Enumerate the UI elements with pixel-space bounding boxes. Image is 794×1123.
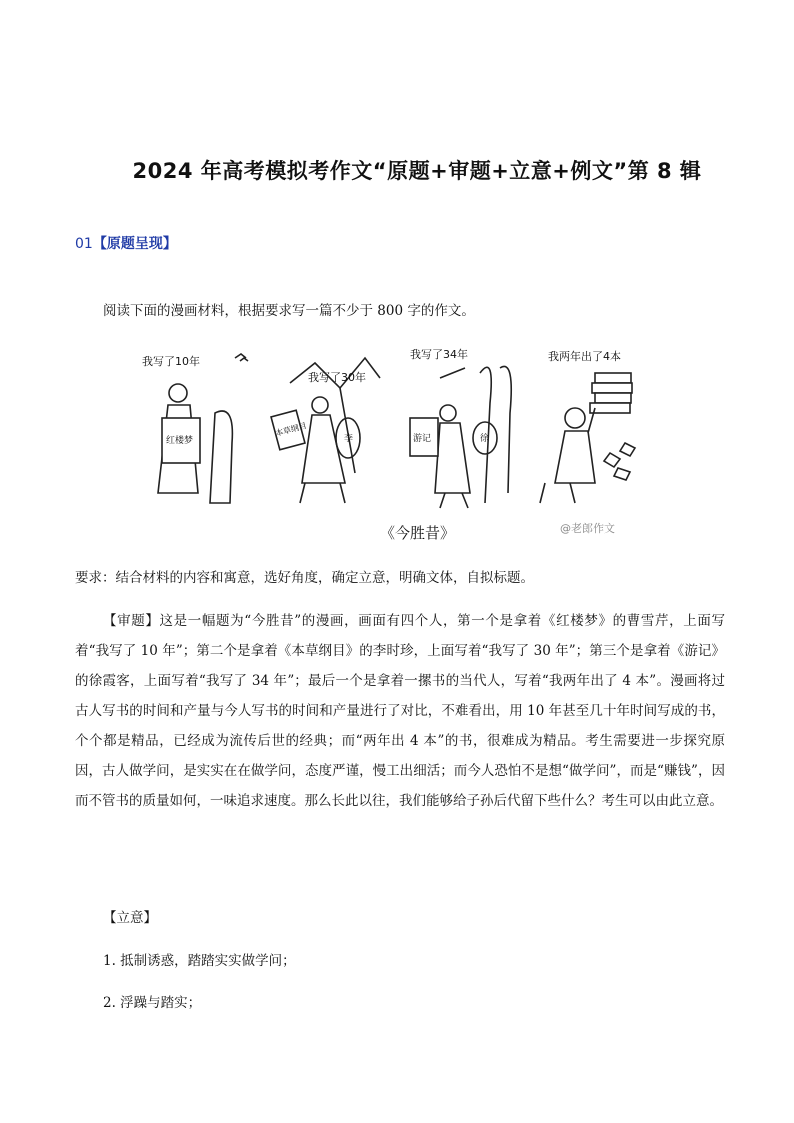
bag-label-xu: 徐 xyxy=(480,434,490,444)
comic-caption: 《今胜昔》 xyxy=(380,524,456,542)
book-label-2: 本草纲目 xyxy=(274,421,308,439)
bag-label-li: 李 xyxy=(344,434,354,444)
comic-figure-cao xyxy=(158,354,248,503)
book-label-1: 红楼梦 xyxy=(166,436,194,446)
liyi-heading: 【立意】 xyxy=(103,910,157,926)
bubble-3: 我写了34年 xyxy=(410,348,468,361)
intro-text: 阅读下面的漫画材料，根据要求写一篇不少于 800 字的作文。 xyxy=(103,303,475,319)
book-label-3: 游记 xyxy=(413,434,432,444)
section-label: 【原题呈现】 xyxy=(92,236,177,252)
bubble-1: 我写了10年 xyxy=(142,355,200,368)
analysis-paragraph: 【审题】这是一幅题为“今胜昔”的漫画，画面有四个人，第一个是拿着《红楼梦》的曹雪芹，上面写着“我写了 10 年”；第二个是拿着《本草纲目》的李时珍，上面写着“我写了 30 年”；第三个是拿着《游记》的徐霞客，上面写着“我写了 34 年”；最后一个是拿着一摞书的当代人，写着“我两年出了 4 本”。漫画将过古人写书的时间和产量与今人写书的时间和产量进行了对比，不难看出，用 10 年甚至几十年时间写成的书，个个都是精品，已经成为流传后世的经典；而“两年出 4 本”的书，很难成为精品。考生需要进一步探究原因，古人做学问，是实实在在做学问，态度严谨，慢工出细活；而今人恐怕不是想“做学问”，而是“赚钱”，因而不管书的质量如何，一味追求速度。那么长此以往，我们能够给子孙后代留下些什么？考生可以由此立意。 xyxy=(75,613,725,809)
liyi-item-1: 1. 抵制诱惑，踏踏实实做学问； xyxy=(103,953,296,969)
watermark: @老郎作文 xyxy=(560,522,615,535)
requirement-text: 要求：结合材料的内容和寓意，选好角度，确定立意，明确文体，自拟标题。 xyxy=(75,570,534,586)
section-number: 01 xyxy=(75,236,93,252)
comic-illustration xyxy=(140,343,655,543)
section-heading xyxy=(75,233,177,253)
bubble-4: 我两年出了4本 xyxy=(548,350,621,363)
comic-figure-modern xyxy=(540,373,635,503)
document-title: 2024 年高考模拟考作文“原题+审题+立意+例文”第 8 辑 xyxy=(132,159,702,183)
bubble-2: 我写了30年 xyxy=(308,371,366,384)
liyi-item-2: 2. 浮躁与踏实； xyxy=(103,995,202,1011)
